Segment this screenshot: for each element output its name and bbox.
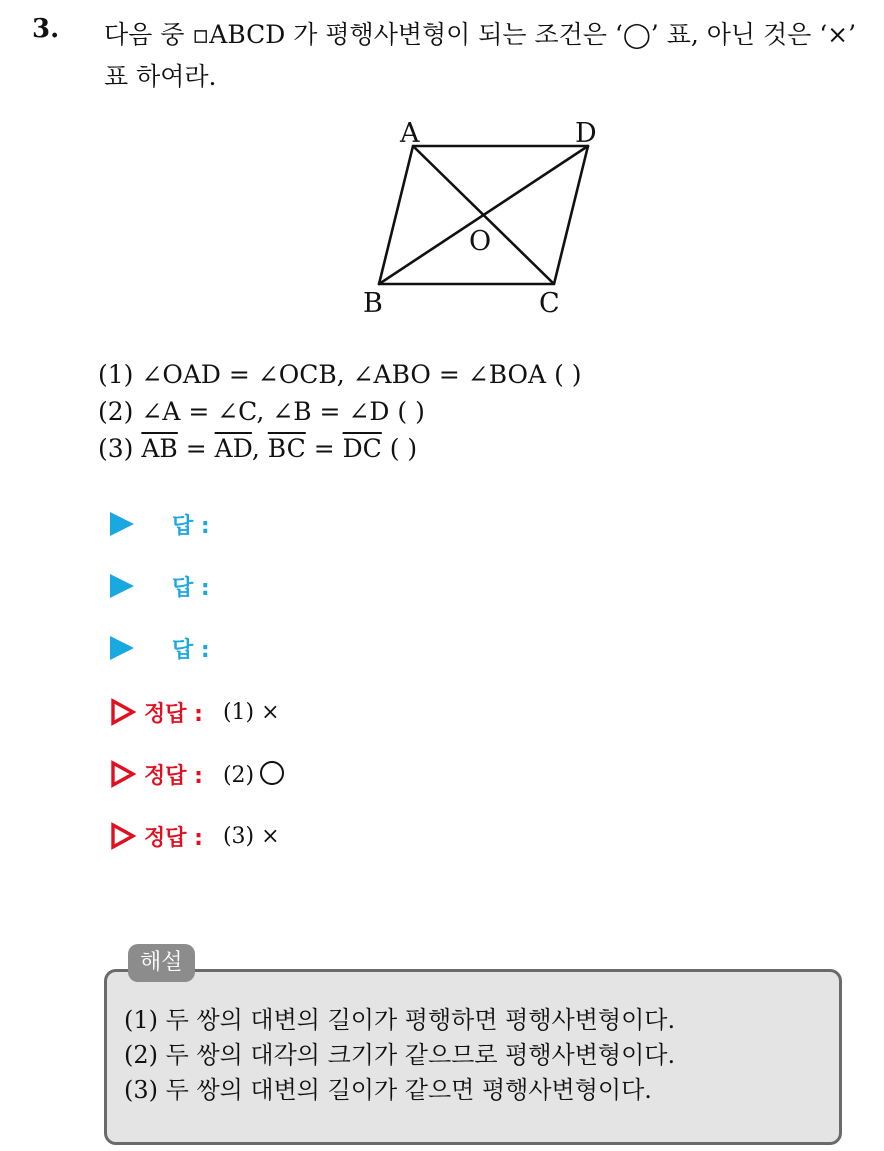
solution-label: 정답 : bbox=[144, 763, 203, 789]
equals-sign: = bbox=[305, 434, 343, 463]
question-text bbox=[104, 14, 864, 98]
solution-value bbox=[223, 700, 280, 725]
solution-row-3 bbox=[110, 816, 280, 856]
vertex-label-c: C bbox=[539, 288, 560, 319]
choice-number: (3) bbox=[98, 434, 134, 463]
explanation-text bbox=[124, 1003, 675, 1108]
segment-ab: $\overline{AB}$ bbox=[141, 434, 178, 463]
play-triangle-icon bbox=[110, 636, 134, 660]
vertex-label-a: A bbox=[400, 118, 420, 149]
equals-sign: = bbox=[177, 434, 215, 463]
vertex-label-d: D bbox=[575, 118, 597, 149]
answer-prompt-2[interactable] bbox=[110, 566, 210, 606]
x-mark: × bbox=[261, 699, 280, 725]
circle-mark-icon bbox=[260, 761, 284, 785]
vertex-label-b: B bbox=[363, 288, 383, 319]
x-mark: × bbox=[261, 823, 280, 849]
solution-row-2 bbox=[110, 754, 284, 794]
choice-3 bbox=[98, 430, 582, 467]
solution-value bbox=[223, 761, 284, 788]
answer-prompt-3[interactable] bbox=[110, 628, 210, 668]
choice-number: (2) bbox=[98, 397, 134, 426]
answer-label: 답 : bbox=[172, 637, 210, 663]
segment-dc: $\overline{DC}$ bbox=[342, 434, 382, 463]
choice-number: (1) bbox=[98, 360, 134, 389]
explanation-line-2: (2) 두 쌍의 대각의 크기가 같으므로 평행사변형이다. bbox=[124, 1041, 676, 1069]
solution-label: 정답 : bbox=[144, 825, 203, 851]
question-text-line-2: 표 하여라. bbox=[104, 62, 217, 91]
question-number: 3. bbox=[32, 14, 60, 44]
segment-bc: $\overline{BC}$ bbox=[267, 434, 306, 463]
choice-condition: ∠A = ∠C, ∠B = ∠D bbox=[141, 397, 390, 426]
choice-1 bbox=[98, 356, 582, 393]
answer-blank[interactable]: ( ) bbox=[381, 434, 418, 463]
outline-triangle-icon bbox=[110, 760, 136, 788]
answer-label: 답 : bbox=[172, 575, 210, 601]
solution-number: (3) bbox=[222, 823, 255, 849]
play-triangle-icon bbox=[110, 512, 134, 536]
answer-label: 답 : bbox=[172, 513, 210, 539]
parallelogram-figure bbox=[355, 112, 605, 322]
solution-label: 정답 : bbox=[144, 701, 203, 727]
separator: , bbox=[251, 434, 268, 463]
outline-triangle-icon bbox=[110, 698, 136, 726]
play-triangle-icon bbox=[110, 574, 134, 598]
question-text-line-1: 다음 중 ▫ABCD 가 평행사변형이 되는 조건은 ‘◯’ 표, 아닌 것은 ‘×’ bbox=[104, 20, 857, 49]
answer-blank[interactable]: ( ) bbox=[554, 360, 582, 389]
explanation-line-1: (1) 두 쌍의 대변의 길이가 평행하면 평행사변형이다. bbox=[124, 1006, 676, 1034]
solution-number: (1) bbox=[222, 699, 255, 725]
segment-ad: $\overline{AD}$ bbox=[214, 434, 252, 463]
explanation-line-3: (3) 두 쌍의 대변의 길이가 같으면 평행사변형이다. bbox=[124, 1076, 652, 1104]
choice-2 bbox=[98, 393, 582, 430]
solution-value bbox=[223, 824, 280, 849]
answer-prompt-1[interactable] bbox=[110, 504, 210, 544]
explanation-tab: 해설 bbox=[128, 944, 195, 982]
choices-list bbox=[98, 356, 582, 467]
outline-triangle-icon bbox=[110, 822, 136, 850]
answer-blank[interactable]: ( ) bbox=[397, 397, 425, 426]
diagonal-bd bbox=[379, 146, 588, 284]
solution-number: (2) bbox=[222, 762, 255, 788]
choice-condition: ∠OAD = ∠OCB, ∠ABO = ∠BOA bbox=[141, 360, 547, 389]
center-label-o: O bbox=[469, 226, 492, 257]
solution-row-1 bbox=[110, 692, 280, 732]
